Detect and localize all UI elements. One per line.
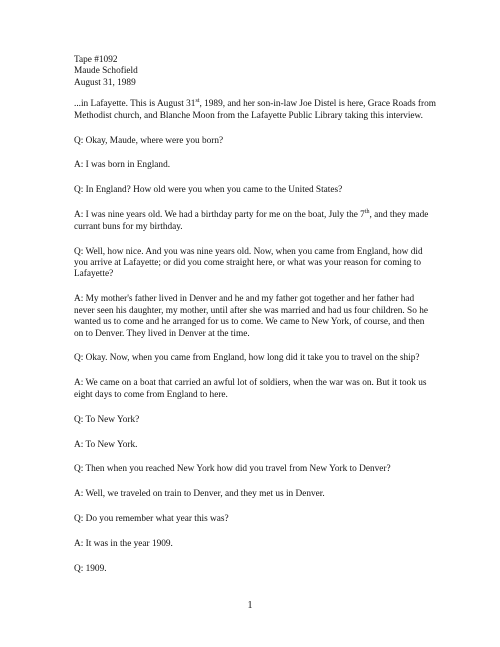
answer-paragraph: A: To New York. [74, 439, 138, 450]
answer-paragraph: A: I was born in England. [74, 160, 171, 171]
question-paragraph: Q: Well, how nice. And you was nine years old. Now, when you came from England, how did you arrive at Lafayette; or did you come straight here, or what was your reason for coming to Lafayette? [74, 246, 423, 280]
question-paragraph: Q: 1909. [74, 564, 107, 575]
answer-paragraph: A: My mother's father lived in Denver and he and my father got together and her father had never seen his daughter, my mother, until after she was married and had us four children. So he wanted us to come and he arranged for us to come. We came to New York, of course, and then on to Denver. They lived in Denver at the time. [74, 294, 428, 339]
interview-date: August 31, 1989 [74, 77, 136, 88]
question-paragraph: Q: Do you remember what year this was? [74, 514, 229, 525]
question-paragraph: Q: Then when you reached New York how did you travel from New York to Denver? [74, 464, 391, 475]
answer-paragraph: A: We came on a boat that carried an awful lot of soldiers, when the war was on. But it took us eight days to come from England to here. [74, 378, 427, 400]
interviewee-name: Maude Schofield [74, 66, 138, 77]
transcript-header [74, 55, 436, 89]
tape-number: Tape #1092 [74, 55, 118, 65]
answer-paragraph: A: Well, we traveled on train to Denver, and they met us in Denver. [74, 489, 325, 500]
page-number: 1 [247, 600, 253, 611]
intro-paragraph: ...in Lafayette. This is August 31st, 1989, and her son-in-law Joe Distel is here, Grace Roads from Methodist church, and Blanche Moon from the Lafayette Public Library taking this interview. [74, 98, 436, 121]
question-paragraph: Q: Okay. Now, when you came from England, how long did it take you to travel on the ship? [74, 353, 420, 364]
question-paragraph: Q: In England? How old were you when you came to the United States? [74, 185, 343, 196]
transcript-body [74, 55, 436, 589]
answer-paragraph: A: I was nine years old. We had a birthday party for me on the boat, July the 7th, and they made currant buns for my birthday. [74, 209, 429, 232]
question-paragraph: Q: To New York? [74, 414, 140, 425]
question-paragraph: Q: Okay, Maude, where were you born? [74, 135, 224, 146]
answer-paragraph: A: It was in the year 1909. [74, 539, 173, 550]
